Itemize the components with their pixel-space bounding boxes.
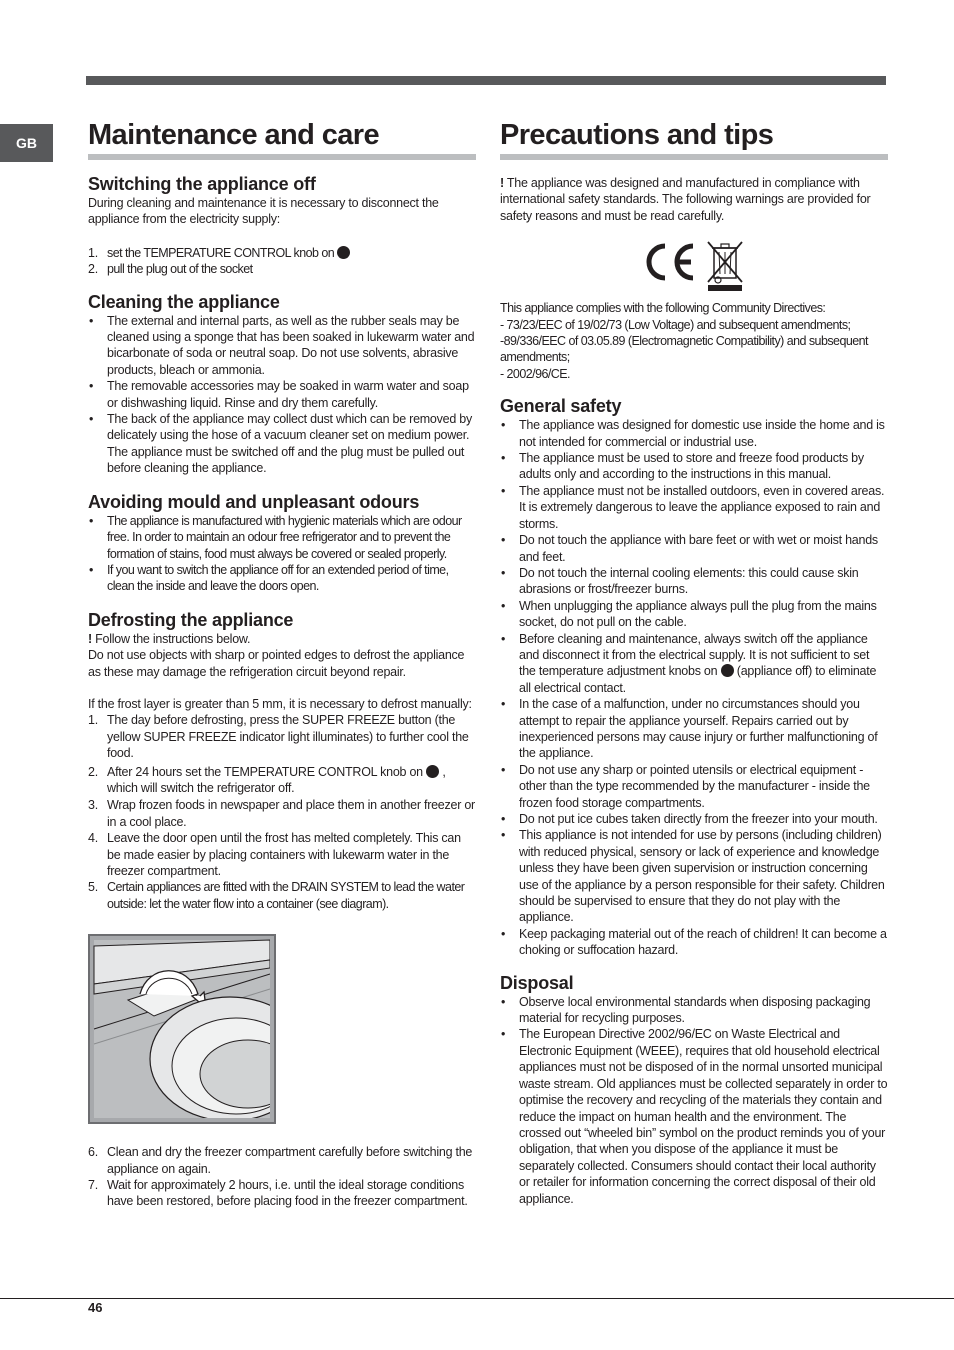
step-number: 6. bbox=[88, 1145, 98, 1160]
step-number: 1. bbox=[88, 245, 98, 260]
list-item: • The external and internal parts, as well as the rubber seals may be cleaned using a sponge that has been soaked in lukewarm water and bicarbonate of soda or neutral soap. Do not use solvents, abrasive products, bleach or ammonia. bbox=[88, 313, 476, 379]
page-number: 46 bbox=[88, 1300, 103, 1315]
left-column bbox=[88, 118, 476, 1210]
warning-mark: ! bbox=[88, 631, 92, 646]
step-text: pull the plug out of the socket bbox=[107, 262, 253, 277]
directive-line: - 2002/96/CE. bbox=[500, 366, 570, 381]
step-number: 4. bbox=[88, 831, 98, 846]
list-item: • Keep packaging material out of the reach of children! It can become a choking or suffocation hazard. bbox=[500, 926, 888, 959]
list-item: • Do not put ice cubes taken directly from the freezer into your mouth. bbox=[500, 811, 888, 827]
right-column bbox=[500, 118, 888, 1207]
defrost-para-2: If the frost layer is greater than 5 mm, it is necessary to defrost manually: bbox=[88, 696, 472, 711]
page-title-maintenance: Maintenance and care bbox=[88, 118, 476, 160]
section-heading: Avoiding mould and unpleasant odours bbox=[88, 491, 420, 512]
list-item bbox=[88, 712, 476, 761]
list-item-text-cont: (appliance off) to eliminate all electrical contact. bbox=[519, 664, 877, 695]
section-heading: General safety bbox=[500, 396, 622, 417]
list-item: • When unplugging the appliance always pull the plug from the mains socket, do not pull on the cable. bbox=[500, 598, 888, 631]
knob-off-icon bbox=[721, 664, 734, 677]
list-item: • The European Directive 2002/96/EC on Waste Electrical and Electronic Equipment (WEEE), requires that old household electrical appliances must not be disposed of in the normal unsorted municipal waste stream. Old appliances must be collected separately in order to optimise the recovery and recycling of the materials they contain and reduce the impact on human health and the environment. The crossed out “wheeled bin” symbol on the product reminds you of your obligation, that when you dispose of the appliance it must be separately collected. Consumers should contact their local authority or retailer for information concerning the correct disposal of their old appliance. bbox=[500, 1026, 888, 1206]
precautions-intro bbox=[500, 175, 888, 224]
drain-system-diagram bbox=[88, 934, 276, 1124]
knob-off-icon bbox=[426, 765, 439, 778]
list-item bbox=[88, 879, 476, 912]
section-heading: Disposal bbox=[500, 972, 574, 993]
section-mould bbox=[88, 492, 476, 595]
section-general-safety bbox=[500, 396, 888, 958]
list-item: • In the case of a malfunction, under no circumstances should you attempt to repair the appliance yourself. Repairs carried out by inexperienced persons may cause injury or further malfunctioning of the appliance. bbox=[500, 696, 888, 762]
step-number: 1. bbox=[88, 713, 98, 728]
list-item bbox=[88, 764, 476, 797]
section-cleaning bbox=[88, 292, 476, 477]
list-item: • The appliance must be used to store and freeze food products by adults only and according to the instructions in this manual. bbox=[500, 450, 888, 483]
compliance-marks bbox=[500, 240, 888, 292]
bullet-list bbox=[88, 513, 476, 595]
step-number: 3. bbox=[88, 798, 98, 813]
step-text: Certain appliances are fitted with the DRAIN SYSTEM to lead the water outside: let the water flow into a container (see diagram). bbox=[107, 880, 465, 911]
defrost-para-1: Do not use objects with sharp or pointed edges to defrost the appliance as these may damage the refrigeration circuit beyond repair. bbox=[88, 648, 465, 679]
step-text: After 24 hours set the TEMPERATURE CONTROL knob on bbox=[107, 764, 423, 779]
steps-list bbox=[88, 245, 476, 278]
list-item: • The appliance was designed for domestic use inside the home and is not intended for commercial or industrial use. bbox=[500, 417, 888, 450]
list-item: • This appliance is not intended for use by persons (including children) with reduced physical, sensory or lack of experience and knowledge unless they have been given supervision or instruction concerning use of the appliance by a person responsible for their safety. Children should be supervised to ensure that they do not play with the appliance. bbox=[500, 827, 888, 925]
warning-mark: ! bbox=[500, 176, 504, 190]
defrost-note-text: Follow the instructions below. bbox=[91, 631, 251, 646]
step-text: Leave the door open until the frost has melted completely. This can be made easier by placing containers with lukewarm water in the freezer compartment. bbox=[107, 831, 461, 878]
list-item: • Do not touch the internal cooling elements: this could cause skin abrasions or frost/freezer burns. bbox=[500, 565, 888, 598]
bullet-list bbox=[88, 313, 476, 477]
section-heading: Cleaning the appliance bbox=[88, 291, 280, 312]
step-text: Wait for approximately 2 hours, i.e. until the ideal storage conditions have been restored, before placing food in the freezer compartment. bbox=[107, 1178, 468, 1209]
list-item bbox=[88, 1177, 476, 1210]
section-intro: During cleaning and maintenance it is necessary to disconnect the appliance from the electricity supply: bbox=[88, 196, 439, 227]
section-defrosting bbox=[88, 610, 476, 1210]
step-text: Clean and dry the freezer compartment carefully before switching the appliance on again. bbox=[107, 1145, 473, 1176]
step-text-cont: , which will switch the refrigerator off. bbox=[107, 764, 446, 795]
directive-line: -89/336/EEC of 03.05.89 (Electromagnetic Compatibility) and subsequent amendments; bbox=[500, 334, 868, 365]
section-heading: Defrosting the appliance bbox=[88, 609, 294, 630]
step-number: 2. bbox=[88, 764, 98, 779]
step-text: Wrap frozen foods in newspaper and place them in another freezer or in a cool place. bbox=[107, 798, 475, 829]
section-heading: Switching the appliance off bbox=[88, 174, 316, 194]
defrost-note bbox=[88, 631, 476, 647]
knob-off-icon bbox=[337, 246, 350, 259]
list-item: • If you want to switch the appliance off for an extended period of time, clean the inside and leave the doors open. bbox=[88, 562, 476, 595]
list-item bbox=[88, 245, 476, 261]
list-item: • The removable accessories may be soaked in warm water and soap or dishwashing liquid. Rinse and dry them carefully. bbox=[88, 378, 476, 411]
directive-line: - 73/23/EEC of 19/02/73 (Low Voltage) and subsequent amendments; bbox=[500, 317, 851, 332]
list-item bbox=[88, 1144, 476, 1177]
step-number: 5. bbox=[88, 880, 98, 895]
list-item: • Do not touch the appliance with bare feet or with wet or moist hands and feet. bbox=[500, 532, 888, 565]
list-item: • The appliance is manufactured with hygienic materials which are odour free. In order to maintain an odour free refrigerator and to prevent the formation of stains, food must always be covered or sealed properly. bbox=[88, 513, 476, 562]
ce-mark-icon bbox=[643, 240, 697, 289]
bullet-list bbox=[500, 417, 888, 958]
steps-list bbox=[88, 1144, 476, 1210]
step-number: 7. bbox=[88, 1178, 98, 1193]
section-switching-off bbox=[88, 174, 476, 278]
list-item bbox=[88, 830, 476, 879]
list-item: • The appliance must not be installed outdoors, even in covered areas. It is extremely dangerous to leave the appliance exposed to rain and storms. bbox=[500, 483, 888, 532]
list-item: • Do not use any sharp or pointed utensils or electrical equipment - other than the type recommended by the manufacturer - inside the frozen food storage compartments. bbox=[500, 762, 888, 811]
step-text: The day before defrosting, press the SUPER FREEZE button (the yellow SUPER FREEZE indicator light illuminates) to further cool the food. bbox=[107, 713, 469, 761]
list-item-text: Before cleaning and maintenance, always switch off the appliance and disconnect it from the electrical supply. It is not sufficient to set the temperature adjustment knobs on bbox=[519, 631, 870, 679]
bullet-list bbox=[500, 994, 888, 1207]
step-text: set the TEMPERATURE CONTROL knob on bbox=[107, 245, 335, 260]
precautions-intro-text: The appliance was designed and manufactured in compliance with international safety standards. The following warnings are provided for safety reasons and must be read carefully. bbox=[500, 176, 871, 223]
list-item bbox=[88, 261, 476, 277]
directive-line: This appliance complies with the following Community Directives: bbox=[500, 301, 826, 316]
top-bar bbox=[86, 76, 886, 85]
list-item bbox=[500, 631, 888, 697]
language-tab: GB bbox=[0, 124, 53, 162]
list-item bbox=[88, 797, 476, 830]
list-item: • The back of the appliance may collect dust which can be removed by delicately using the hose of a vacuum cleaner set on medium power. The appliance must be switched off and the plug must be pulled out before cleaning the appliance. bbox=[88, 411, 476, 477]
section-disposal bbox=[500, 973, 888, 1207]
footer-rule bbox=[0, 1298, 954, 1299]
step-number: 2. bbox=[88, 262, 98, 277]
page-title-precautions: Precautions and tips bbox=[500, 118, 888, 160]
crossed-wheeled-bin-icon bbox=[705, 240, 745, 297]
steps-list bbox=[88, 712, 476, 912]
list-item: • Observe local environmental standards when disposing packaging material for recycling purposes. bbox=[500, 994, 888, 1027]
